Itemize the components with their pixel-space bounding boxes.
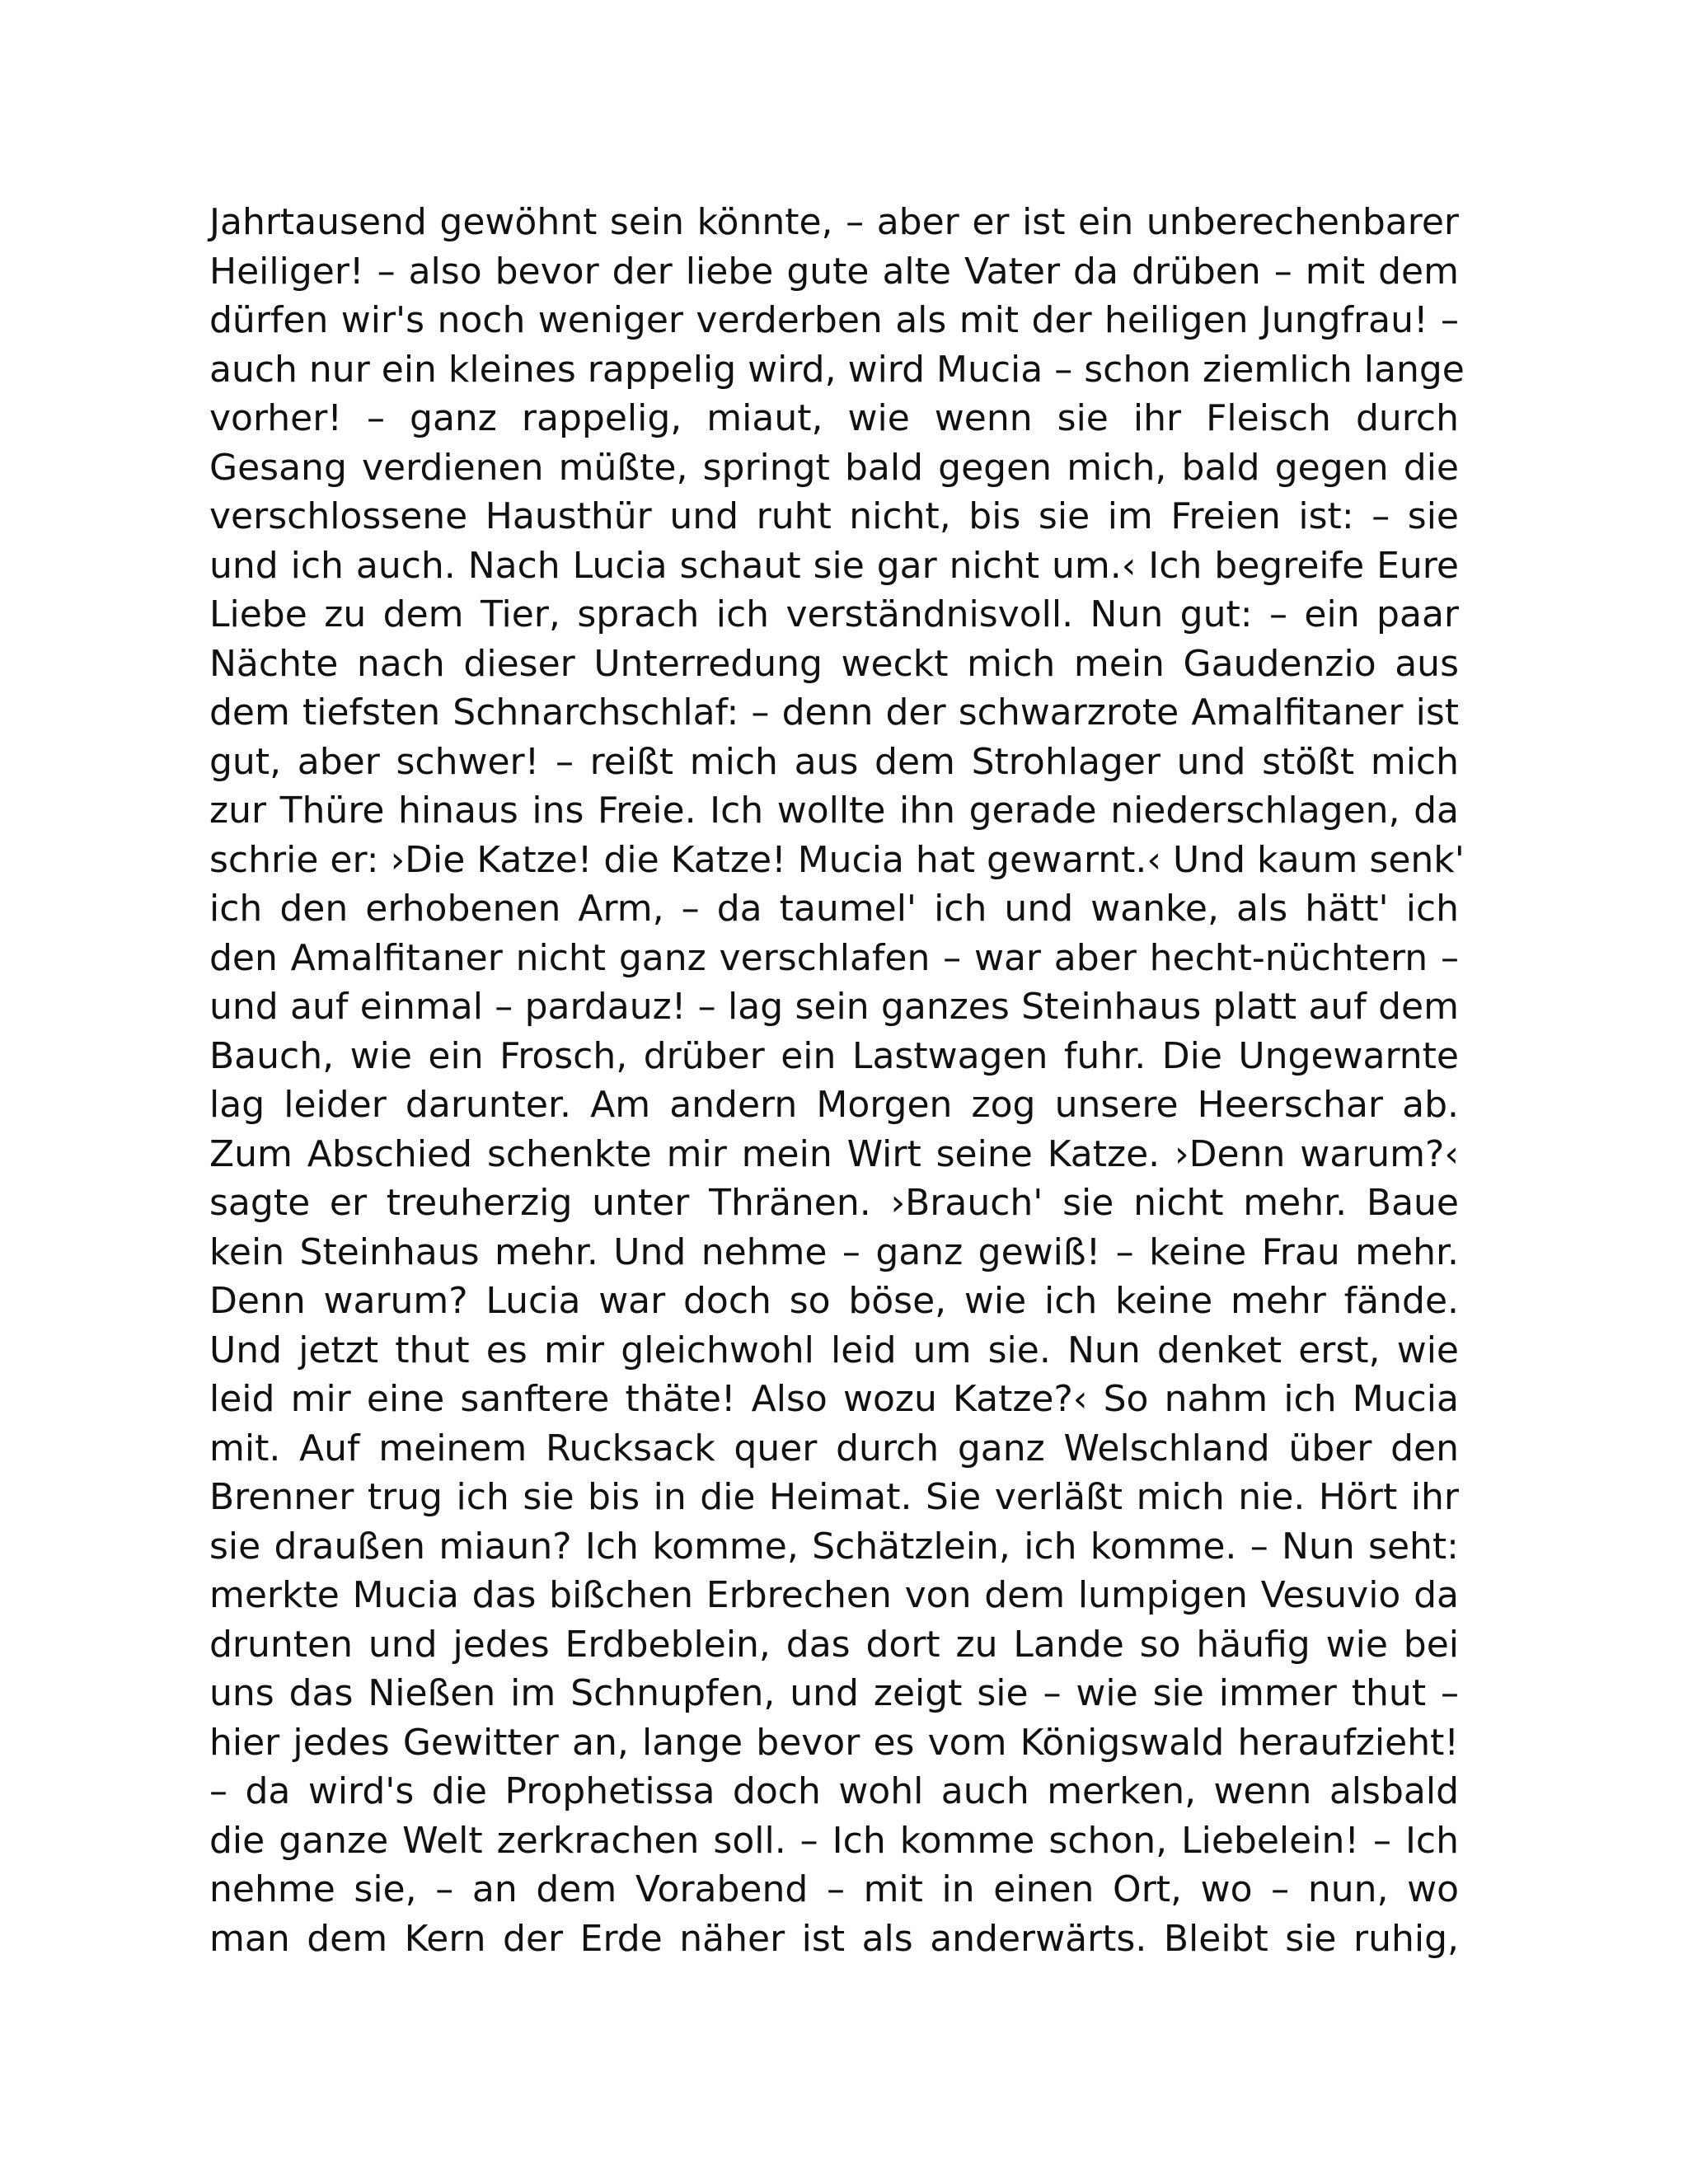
text-line: nehme sie, – an dem Vorabend – mit in einen Ort, wo – nun, wo [209, 1868, 1459, 1910]
body-text [209, 198, 1465, 1963]
text-line: sie draußen miaun? Ich komme, Schätzlein, ich komme. – Nun seht: [209, 1525, 1459, 1568]
text-line: man dem Kern der Erde näher ist als anderwärts. Bleibt sie ruhig, [209, 1917, 1459, 1960]
text-line: Und jetzt thut es mir gleichwohl leid um sie. Nun denket erst, wie [209, 1329, 1459, 1371]
text-line: und auf einmal – pardauz! – lag sein ganzes Steinhaus platt auf dem [209, 986, 1459, 1028]
text-line: merkte Mucia das bißchen Erbrechen von dem lumpigen Vesuvio da [209, 1574, 1459, 1616]
text-line: drunten und jedes Erdbeblein, das dort zu Lande so häufig wie bei [209, 1623, 1459, 1666]
text-line: verschlossene Hausthür und ruht nicht, bis sie im Freien ist: – sie [209, 495, 1459, 537]
text-line: dürfen wir's noch weniger verderben als mit der heiligen Jungfrau! – [209, 299, 1459, 341]
text-line: Gesang verdienen müßte, springt bald gegen mich, bald gegen die [209, 446, 1459, 489]
text-line: die ganze Welt zerkrachen soll. – Ich komme schon, Liebelein! – Ich [209, 1819, 1459, 1862]
text-line: auch nur ein kleines rappelig wird, wird Mucia – schon ziemlich lange [209, 348, 1465, 391]
text-line: den Amalfitaner nicht ganz verschlafen – war aber hecht-nüchtern – [209, 936, 1459, 979]
text-line: leid mir eine sanftere thäte! Also wozu Katze?‹ So nahm ich Mucia [209, 1378, 1459, 1420]
text-line: sagte er treuherzig unter Thränen. ›Brauch' sie nicht mehr. Baue [209, 1182, 1459, 1224]
text-line: Liebe zu dem Tier, sprach ich verständnisvoll. Nun gut: – ein paar [209, 593, 1459, 635]
text-line: hier jedes Gewitter an, lange bevor es vom Königswald heraufzieht! [209, 1721, 1459, 1764]
text-line: vorher! – ganz rappelig, miaut, wie wenn sie ihr Fleisch durch [209, 397, 1459, 439]
text-line: mit. Auf meinem Rucksack quer durch ganz Welschland über den [209, 1427, 1459, 1469]
text-line: Brenner trug ich sie bis in die Heimat. Sie verläßt mich nie. Hört ihr [209, 1476, 1459, 1518]
text-line: uns das Nießen im Schnupfen, und zeigt sie – wie sie immer thut – [209, 1672, 1459, 1714]
text-line: lag leider darunter. Am andern Morgen zog unsere Heerschar ab. [209, 1084, 1459, 1126]
text-line: Bauch, wie ein Frosch, drüber ein Lastwagen fuhr. Die Ungewarnte [209, 1034, 1459, 1077]
text-line: ich den erhobenen Arm, – da taumel' ich und wanke, als hätt' ich [209, 888, 1459, 930]
text-line: gut, aber schwer! – reißt mich aus dem Strohlager und stößt mich [209, 740, 1459, 783]
text-line: Zum Abschied schenkte mir mein Wirt seine Katze. ›Denn warum?‹ [209, 1132, 1459, 1175]
text-line: Denn warum? Lucia war doch so böse, wie ich keine mehr fände. [209, 1280, 1459, 1322]
text-line: und ich auch. Nach Lucia schaut sie gar nicht um.‹ Ich begreife Eure [209, 544, 1459, 587]
text-line: dem tiefsten Schnarchschlaf: – denn der schwarzrote Amalfitaner ist [209, 691, 1459, 733]
text-line: Heiliger! – also bevor der liebe gute alte Vater da drüben – mit dem [209, 250, 1459, 293]
text-line: – da wird's die Prophetissa doch wohl auch merken, wenn alsbald [209, 1770, 1459, 1812]
text-line: Nächte nach dieser Unterredung weckt mich mein Gaudenzio aus [209, 642, 1459, 685]
text-line: Jahrtausend gewöhnt sein könnte, – aber er ist ein unberechenbarer [209, 201, 1459, 243]
text-line: zur Thüre hinaus ins Freie. Ich wollte ihn gerade niederschlagen, da [209, 790, 1459, 832]
text-line: kein Steinhaus mehr. Und nehme – ganz gewiß! – keine Frau mehr. [209, 1230, 1459, 1273]
text-line: schrie er: ›Die Katze! die Katze! Mucia hat gewarnt.‹ Und kaum senk' [209, 838, 1465, 881]
